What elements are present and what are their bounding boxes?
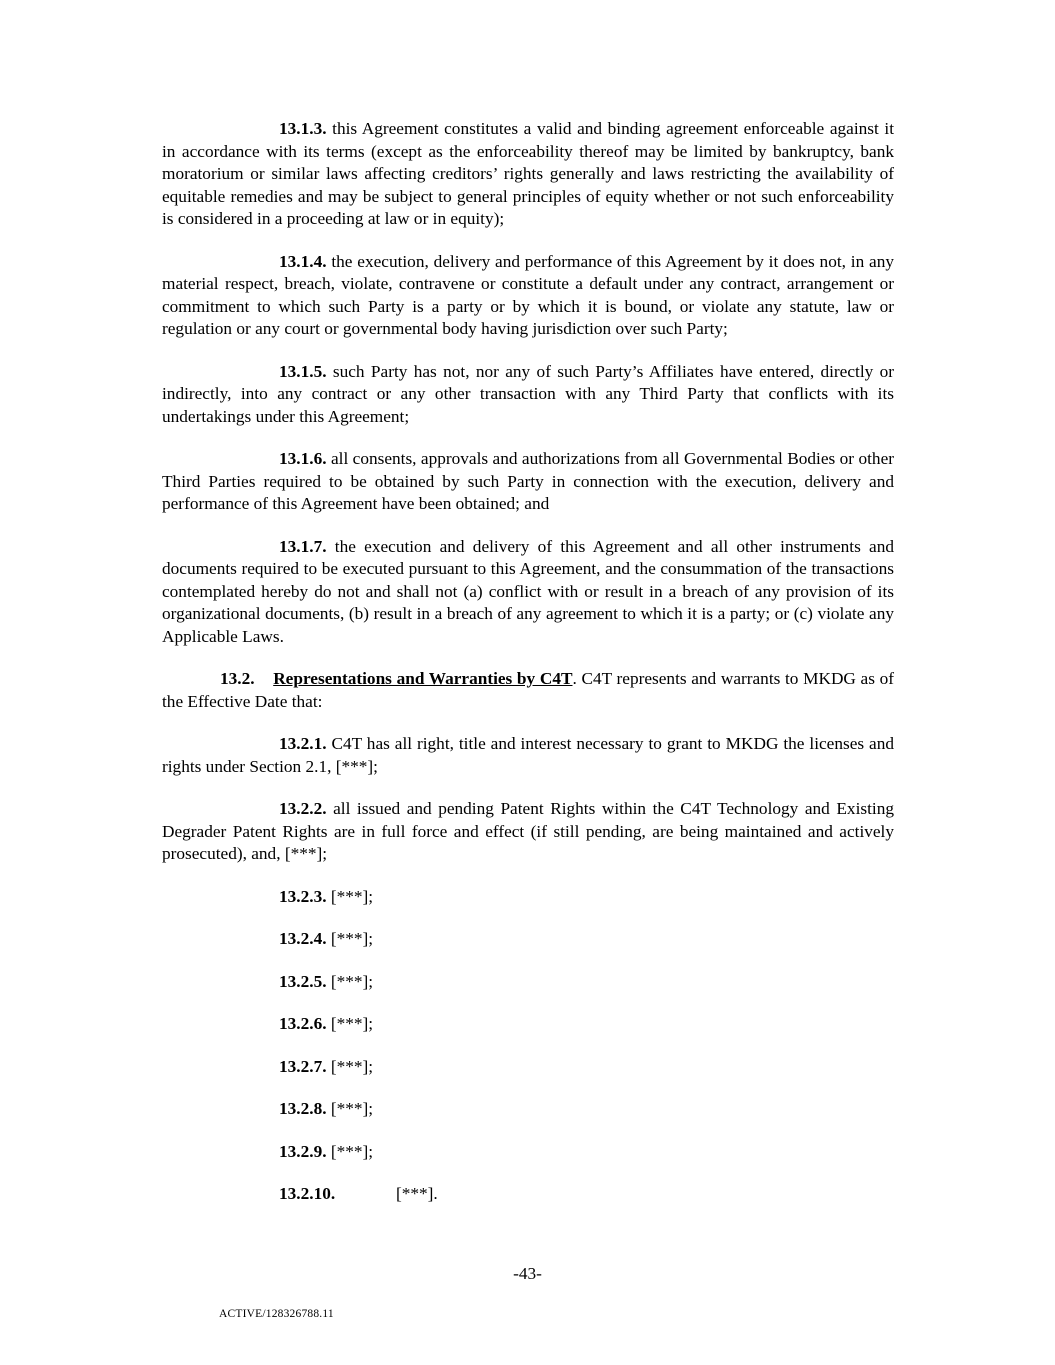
clause-number: 13.1.7. — [279, 536, 327, 556]
clause-text: C4T has all right, title and interest necessary to grant to MKDG the licenses and rights under Section 2.1, [***]; — [162, 734, 894, 776]
clause-number: 13.2.6. — [279, 1014, 327, 1033]
section-text: . C4T represents and warrants to MKDG as of the Effective Date that: — [162, 669, 895, 711]
clause-13-2-1 — [162, 733, 894, 778]
clause-13-1-5 — [162, 361, 894, 429]
clause-13-1-7 — [162, 536, 894, 649]
clause-number: 13.2.9. — [279, 1141, 327, 1161]
clause-text: [***]; — [330, 1141, 374, 1161]
document-body — [162, 118, 894, 1226]
clause-number: 13.2.1. — [279, 734, 327, 753]
clause-number: 13.2.7. — [279, 1056, 327, 1076]
clause-text: the execution and delivery of this Agreement and all other instruments and documents required to be executed pursuant to this Agreement, and the consummation of the transactions contemplated hereby do not and shall not (a) conflict with or result in a breach of any provision of its organizational documents, (b) result in a breach of any agreement to which it is a party; or (c) violate any Applicable Laws. — [162, 536, 894, 646]
clause-text: [***]; — [330, 929, 374, 948]
document-id: ACTIVE/128326788.11 — [219, 1308, 334, 1320]
clause-number: 13.1.6. — [279, 449, 327, 468]
clause-13-2-4 — [279, 928, 894, 951]
clause-number: 13.2.3. — [279, 886, 327, 906]
section-number: 13.2. — [220, 669, 255, 688]
clause-13-2-8 — [279, 1098, 894, 1121]
section-13-2 — [162, 668, 894, 713]
clause-text: [***]; — [330, 971, 374, 991]
clause-13-2-2 — [162, 798, 894, 866]
clause-text: the execution, delivery and performance of this Agreement by it does not, in any material respect, breach, violate, contravene or constitute a default under any contract, arrangement or commitment to which such Party is a party or by which it is bound, or violate any statute, law or regulation or any court or governmental body having jurisdiction over such Party; — [162, 251, 894, 338]
clause-number: 13.2.4. — [279, 929, 327, 948]
clause-text: [***]; — [330, 886, 374, 906]
clause-13-2-7 — [279, 1056, 894, 1079]
section-heading: Representations and Warranties by C4T — [273, 669, 573, 688]
clause-number: 13.2.5. — [279, 971, 327, 991]
clause-text: all consents, approvals and authorizations from all Governmental Bodies or other Third Parties required to be obtained by such Party in connection with the execution, delivery and performance of this Agreement have been obtained; and — [162, 449, 894, 513]
clause-number: 13.2.2. — [279, 799, 327, 818]
clause-number: 13.1.5. — [279, 361, 327, 381]
clause-13-2-5 — [279, 971, 894, 994]
clause-text: [***]; — [330, 1014, 374, 1033]
clause-text: [***]; — [330, 1099, 374, 1118]
clause-text: all issued and pending Patent Rights within the C4T Technology and Existing Degrader Patent Rights are in full force and effect (if still pending, are being maintained and actively prosecuted), and, [***]; — [162, 799, 894, 863]
clause-text: this Agreement constitutes a valid and binding agreement enforceable against it in accordance with its terms (except as the enforceability thereof may be limited by bankruptcy, bank moratorium or similar laws affecting creditors’ rights generally and laws restricting the availability of equitable remedies and may be subject to general principles of equity whether or not such enforceability is considered in a proceeding at law or in equity); — [162, 119, 894, 228]
clause-number: 13.1.3. — [279, 119, 327, 138]
clause-text: [***]; — [330, 1056, 374, 1076]
clause-number: 13.1.4. — [279, 251, 327, 271]
clause-13-1-4 — [162, 251, 894, 341]
clause-13-2-10 — [279, 1183, 894, 1206]
clause-13-1-6 — [162, 448, 894, 516]
clause-13-2-6 — [279, 1013, 894, 1036]
clause-number: 13.2.8. — [279, 1099, 327, 1118]
clause-number: 13.2.10. — [279, 1184, 336, 1203]
page-number: -43- — [513, 1264, 542, 1283]
clause-13-2-9 — [279, 1141, 894, 1164]
clause-13-1-3 — [162, 118, 894, 231]
clause-13-2-3 — [279, 886, 894, 909]
clause-text: such Party has not, nor any of such Party’s Affiliates have entered, directly or indirectly, into any contract or any other transaction with any Third Party that conflicts with its undertakings under this Agreement; — [162, 361, 895, 426]
clause-text: [***]. — [396, 1184, 438, 1203]
